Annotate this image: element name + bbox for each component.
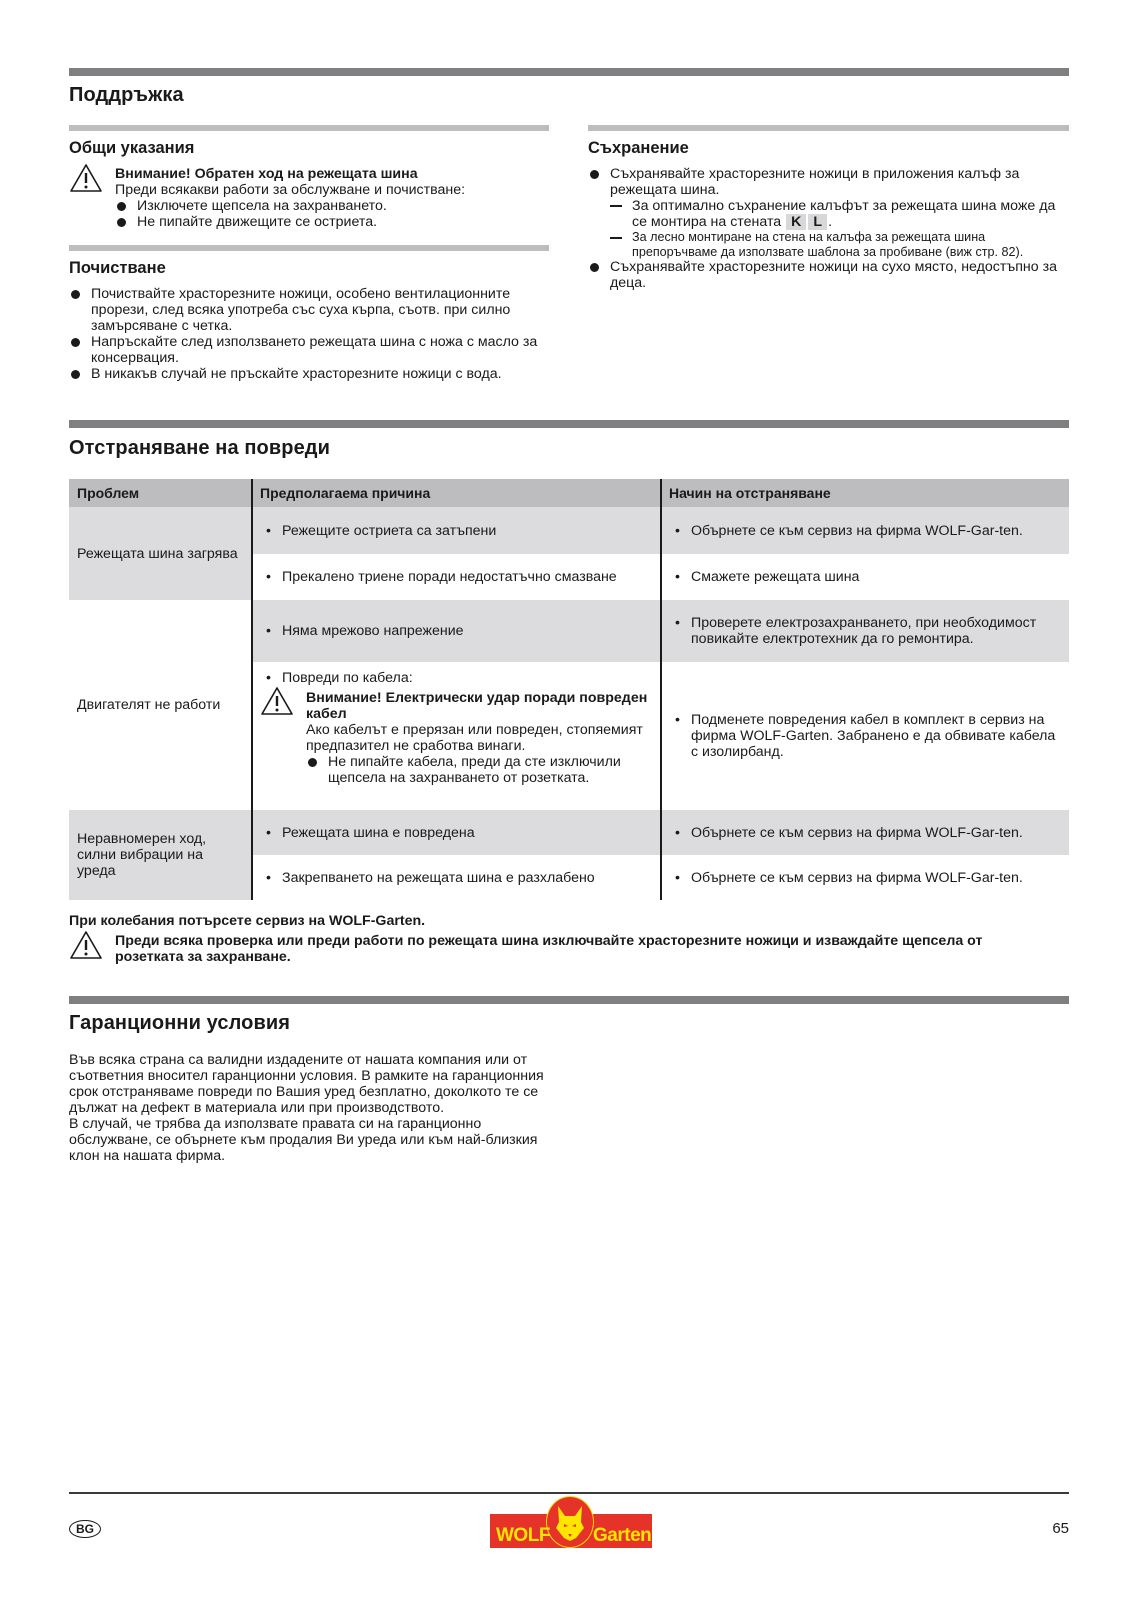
warranty-text bbox=[69, 1052, 544, 1164]
list-item: Съхранявайте храсторезните ножици на сухо място, недостъпно за деца. bbox=[588, 259, 1069, 291]
troubleshooting-table bbox=[69, 479, 1069, 900]
table-row-problem: Неравномерен ход, силни вибрации на уреда bbox=[69, 810, 252, 900]
subsection-title-cleaning: Почистване bbox=[69, 259, 166, 277]
table-cell-cause: • Режещите остриета са затъпени bbox=[252, 507, 661, 554]
list-item: Напръскайте след използването режещата шина с ножа с масло за консервация. bbox=[69, 334, 539, 366]
subsection-divider bbox=[588, 125, 1069, 131]
warranty-paragraph: В случай, че трябва да използвате правата си на гаранционно обслужване, се обърнете към продалия Ви уреда или към най-близкия клон на нашата фирма. bbox=[69, 1116, 538, 1164]
storage-dash-list bbox=[610, 198, 1069, 259]
logo-text-garten: Garten bbox=[593, 1525, 652, 1546]
section-title-troubleshooting: Отстраняване на повреди bbox=[69, 437, 330, 459]
column-divider bbox=[251, 479, 253, 900]
table-cell-cause: • Повреди по кабела: Внимание! Електрически удар поради повреден кабел Ако кабелът е прерязан или повреден, стопяемият предпазител не сработва винаги. Не пипайте кабела, преди да сте изключили щепсела на захранването от розетката. bbox=[252, 662, 661, 810]
section-divider bbox=[69, 420, 1069, 428]
cleaning-block bbox=[69, 286, 539, 382]
cable-warning-bullets bbox=[306, 754, 653, 786]
list-item: Почиствайте храсторезните ножици, особено вентилационните прорези, след всяка употреба със суха кърпа, съотв. при силно замърсяване с четка. bbox=[69, 286, 539, 334]
table-row-problem: Двигателят не работи bbox=[69, 600, 252, 810]
subsection-title-general: Общи указания bbox=[69, 139, 195, 157]
footer-divider bbox=[69, 1492, 1069, 1494]
list-item: Не пипайте движещите се остриета. bbox=[115, 214, 555, 230]
warning-icon bbox=[69, 163, 103, 193]
subsection-title-storage: Съхранение bbox=[588, 139, 689, 157]
warranty-paragraph: Във всяка страна са валидни издадените от нашата компания или от съответния вносител гаранционни условия. В рамките на гаранционния срок отстраняваме повреди по Вашия уред безплатно, доколкото те се дължат на дефект в материала или при производството. bbox=[69, 1052, 544, 1116]
wolf-garten-logo bbox=[490, 1496, 652, 1548]
subsection-divider bbox=[69, 245, 549, 251]
list-item: В никакъв случай не пръскайте храсторезните ножици с вода. bbox=[69, 366, 539, 382]
list-item: Изключете щепсела на захранването. bbox=[115, 198, 555, 214]
section-divider bbox=[69, 996, 1069, 1004]
figure-ref-l: L bbox=[808, 214, 827, 230]
table-row-problem: Режещата шина загрява bbox=[69, 507, 252, 600]
table-cell-cause: • Режещата шина е повредена bbox=[252, 810, 661, 855]
table-cell-remedy: • Подменете повредения кабел в комплект в сервиз на фирма WOLF-Garten. Забранено е да обвивате кабела с изолирбанд. bbox=[661, 662, 1069, 810]
column-divider bbox=[660, 479, 662, 900]
figure-ref-k: K bbox=[786, 214, 806, 230]
table-cell-cause: • Прекалено триене поради недостатъчно смазване bbox=[252, 554, 661, 600]
table-cell-remedy: • Обърнете се към сервиз на фирма WOLF-Gar-ten. bbox=[661, 507, 1069, 554]
list-item: За лесно монтиране на стена на калъфа за режещата шина препоръчваме да използвате шаблона за пробиване (виж стр. 82). bbox=[610, 230, 1069, 259]
list-item: Съхранявайте храсторезните ножици в приложения калъф за режещата шина. За оптимално съхранение калъфът за режещата шина може да се монтира на стената K L . За лесно монтиране на стена на калъфа за режещата шина препоръчваме да използвате шаблона за пробиване (виж стр. 82). bbox=[588, 166, 1069, 259]
final-warning: Преди всяка проверка или преди работи по режещата шина изключвайте храсторезните ножици и изваждайте щепсела от розетката за захранване. bbox=[115, 933, 983, 965]
cleaning-bullet-list bbox=[69, 286, 539, 382]
subsection-divider bbox=[69, 125, 549, 131]
warning-icon bbox=[69, 930, 103, 960]
list-item: За оптимално съхранение калъфът за режещата шина може да се монтира на стената K L . bbox=[610, 198, 1069, 230]
storage-bullet-list bbox=[588, 166, 1069, 291]
page-number: 65 bbox=[1052, 1520, 1069, 1537]
section-title-maintenance: Поддръжка bbox=[69, 84, 184, 106]
table-cell-cause: • Няма мрежово напрежение bbox=[252, 600, 661, 662]
warning-icon bbox=[260, 686, 294, 716]
logo-text-wolf: WOLF bbox=[496, 1525, 550, 1546]
table-cell-remedy: • Смажете режещата шина bbox=[661, 554, 1069, 600]
table-cell-cause: • Закрепването на режещата шина е разхлабено bbox=[252, 855, 661, 900]
table-header-cause: Предполагаема причина bbox=[252, 479, 661, 507]
list-item: Не пипайте кабела, преди да сте изключили щепсела на захранването от розетката. bbox=[306, 754, 653, 786]
table-cell-remedy: • Обърнете се към сервиз на фирма WOLF-Gar-ten. bbox=[661, 810, 1069, 855]
general-bullet-list bbox=[115, 198, 555, 230]
language-badge: BG bbox=[69, 1520, 101, 1538]
storage-block bbox=[588, 166, 1069, 291]
cable-warning-block: Внимание! Електрически удар поради повреден кабел Ако кабелът е прерязан или повреден, стопяемият предпазител не сработва винаги. Не пипайте кабела, преди да сте изключили щепсела на захранването от розетката. bbox=[306, 690, 653, 786]
general-warning-block bbox=[115, 166, 555, 230]
section-title-warranty: Гаранционни условия bbox=[69, 1012, 291, 1034]
warning-intro: Преди всякакви работи за обслужване и почистване: bbox=[115, 182, 466, 198]
section-divider bbox=[69, 68, 1069, 76]
table-header-remedy: Начин на отстраняване bbox=[661, 479, 1069, 507]
table-header-problem: Проблем bbox=[69, 479, 252, 507]
table-cell-remedy: • Обърнете се към сервиз на фирма WOLF-Gar-ten. bbox=[661, 855, 1069, 900]
table-cell-remedy: • Проверете електрозахранването, при необходимост повикайте електротехник да го ремонтира. bbox=[661, 600, 1069, 662]
service-note: При колебания потърсете сервиз на WOLF-Garten. bbox=[69, 913, 426, 929]
warning-title: Внимание! Обратен ход на режещата шина bbox=[115, 166, 418, 182]
wolf-head-icon bbox=[554, 1504, 586, 1542]
